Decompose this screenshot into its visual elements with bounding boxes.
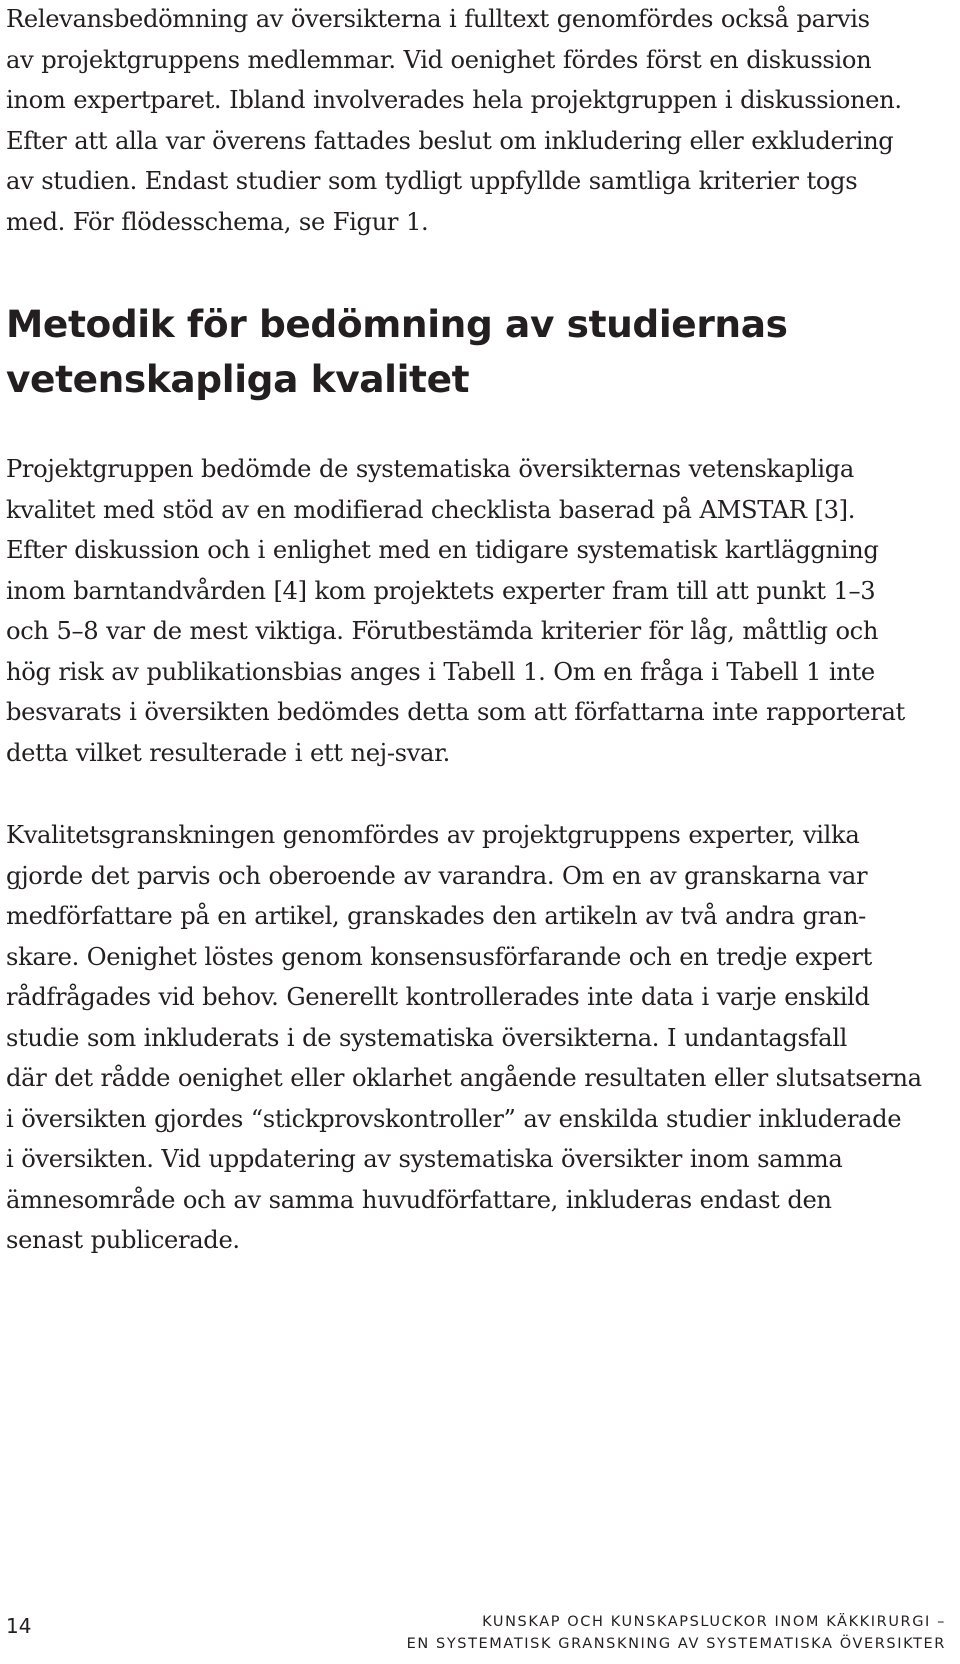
- page-number: 14: [6, 1614, 32, 1638]
- text-line: medförfattare på en artikel, granskades den artikeln av två andra gran-: [6, 902, 866, 930]
- heading-line: vetenskapliga kvalitet: [6, 357, 470, 401]
- quality-assessment-paragraph: [6, 449, 905, 773]
- running-title-line: KUNSKAP OCH KUNSKAPSLUCKOR INOM KÄKKIRURGI –: [482, 1614, 946, 1630]
- text-line: av studien. Endast studier som tydligt uppfyllde samtliga kriterier togs: [6, 167, 858, 195]
- text-line: inom barntandvården [4] kom projektets experter fram till att punkt 1–3: [6, 576, 876, 605]
- text-line: hög risk av publikationsbias anges i Tabell 1. Om en fråga i Tabell 1 inte: [6, 657, 875, 686]
- document-page: [6, 0, 954, 1664]
- heading-line: Metodik för bedömning av studiernas: [6, 302, 788, 346]
- text-line: besvarats i översikten bedömdes detta som att författarna inte rapporterat: [6, 698, 905, 726]
- text-line: i översikten gjordes “stickprovskontroller” av enskilda studier inkluderade: [6, 1104, 902, 1133]
- text-line: kvalitet med stöd av en modifierad checklista baserad på AMSTAR [3].: [6, 495, 856, 524]
- text-line: av projektgruppens medlemmar. Vid oenighet fördes först en diskussion: [6, 45, 872, 74]
- text-line: skare. Oenighet löstes genom konsensusförfarande och en tredje expert: [6, 942, 872, 971]
- text-line: där det rådde oenighet eller oklarhet angående resultaten eller slutsatserna: [6, 1064, 922, 1092]
- text-line: detta vilket resulterade i ett nej-svar.: [6, 738, 450, 767]
- text-line: Projektgruppen bedömde de systematiska översikternas vetenskapliga: [6, 455, 854, 483]
- text-line: senast publicerade.: [6, 1226, 240, 1254]
- text-line: ämnesområde och av samma huvudförfattare, inkluderas endast den: [6, 1185, 832, 1214]
- text-line: i översikten. Vid uppdatering av systematiska översikter inom samma: [6, 1145, 843, 1173]
- text-line: Efter att alla var överens fattades beslut om inkludering eller exkludering: [6, 126, 894, 155]
- text-line: med. För flödesschema, se Figur 1.: [6, 207, 429, 236]
- text-line: studie som inkluderats i de systematiska översikterna. I undantagsfall: [6, 1023, 847, 1052]
- text-line: Kvalitetsgranskningen genomfördes av projektgruppens experter, vilka: [6, 821, 860, 849]
- review-process-paragraph: [6, 815, 922, 1261]
- section-heading: [6, 297, 788, 407]
- text-line: inom expertparet. Ibland involverades hela projektgruppen i diskussionen.: [6, 86, 902, 114]
- running-title-line: EN SYSTEMATISK GRANSKNING AV SYSTEMATISKA ÖVERSIKTER: [406, 1636, 946, 1652]
- text-line: Relevansbedömning av översikterna i fulltext genomfördes också parvis: [6, 5, 870, 33]
- running-footer: [407, 1611, 946, 1655]
- text-line: och 5–8 var de mest viktiga. Förutbestämda kriterier för låg, måttlig och: [6, 617, 879, 645]
- text-line: gjorde det parvis och oberoende av varandra. Om en av granskarna var: [6, 861, 868, 890]
- text-line: rådfrågades vid behov. Generellt kontrollerades inte data i varje enskild: [6, 983, 870, 1011]
- text-line: Efter diskussion och i enlighet med en tidigare systematisk kartläggning: [6, 536, 879, 564]
- intro-paragraph: [6, 0, 902, 242]
